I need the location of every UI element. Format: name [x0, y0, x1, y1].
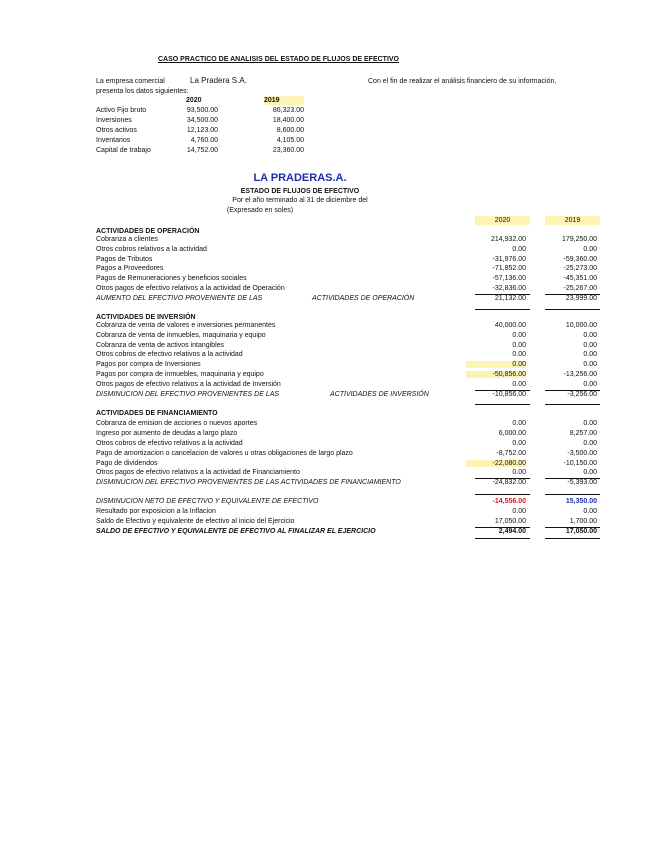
statement-company-title: LA PRADERAS.A.: [253, 172, 347, 184]
final-rule: [545, 538, 600, 539]
row-label: Pago de dividendos: [96, 460, 158, 467]
table-row: [96, 508, 601, 518]
row-label: Cobranza a clientes: [96, 236, 158, 243]
table-row: [96, 371, 601, 381]
row-value-2019: 0.00: [583, 332, 597, 339]
table-row: [96, 361, 601, 371]
data-row-label: Otros activos: [96, 127, 137, 134]
document-title: CASO PRACTICO DE ANALISIS DEL ESTADO DE FLUJOS DE EFECTIVO: [158, 56, 400, 63]
row-value-2019: -25,273.00: [563, 265, 597, 272]
row-value-2020: 0.00: [512, 342, 526, 349]
section-rule: [475, 494, 530, 495]
data-row-2020: 4,760.00: [190, 137, 218, 144]
data-col-2020: 2020: [186, 97, 202, 104]
table-row: [96, 275, 601, 285]
row-value-2019: 0.00: [583, 246, 597, 253]
table-row: [96, 322, 601, 332]
row-value-2020: -8,752.00: [496, 450, 526, 457]
total-value-2020: -24,832.00: [492, 479, 526, 486]
total-value-2020: 21,132.00: [494, 295, 526, 302]
data-row-2020: 12,123.00: [186, 127, 218, 134]
section-heading-operacion: ACTIVIDADES DE OPERACIÓN: [96, 228, 200, 235]
row-value-2020: 0.00: [512, 246, 526, 253]
row-value-2020: -31,976.00: [492, 256, 526, 263]
total-value-2019: 23,999.00: [565, 295, 597, 302]
row-value-2019: -10,150.00: [563, 460, 597, 467]
row-value-2019: 0.00: [583, 342, 597, 349]
row-value-2019: 10,000.00: [565, 322, 597, 329]
statement-col-2019: 2019: [545, 216, 600, 225]
statement-period: Por el año terminado al 31 de diciembre del: [232, 197, 368, 204]
row-label: Pagos a Proveedores: [96, 265, 164, 272]
neto-value-2019: 15,350.00: [565, 498, 597, 505]
table-row: [96, 440, 601, 450]
row-value-2019: 0.00: [583, 469, 597, 476]
row-value-2019: 179,250.00: [561, 236, 597, 243]
table-row: [96, 265, 601, 275]
row-label: Otros cobros relativos a la actividad: [96, 246, 207, 253]
inflacion-label: Resultado por exposicion a la Inflacion: [96, 508, 216, 515]
inflacion-value-2019: 0.00: [583, 508, 597, 515]
row-value-2019: -3,500.00: [567, 450, 597, 457]
row-value-2020: 0.00: [512, 332, 526, 339]
row-label: Pago de amortizacion o cancelacion de valores u otras obligaciones de largo plazo: [96, 450, 353, 457]
total-label-2: ACTIVIDADES DE INVERSIÓN: [330, 391, 429, 398]
total-row-neto: [96, 498, 601, 508]
row-value-2019: 0.00: [583, 361, 597, 368]
statement-currency: (Expresado en soles): [226, 207, 294, 214]
data-row-2019: 8,600.00: [276, 127, 304, 134]
data-row-label: Inventarios: [96, 137, 131, 144]
intro-right: Con el fin de realizar el análisis financiero de su información,: [368, 78, 557, 85]
row-value-2019: 0.00: [583, 440, 597, 447]
row-label: Pagos por compra de inmuebles, maquinaria y equipo: [96, 371, 264, 378]
section-rule: [475, 404, 530, 405]
total-label: DISMINUCION DEL EFECTIVO PROVENIENTES DE LAS: [96, 391, 280, 398]
saldo-final-value-2020: 2,494.00: [498, 528, 526, 535]
statement-col-2020: 2020: [475, 216, 530, 225]
row-value-2020: 0.00: [466, 361, 526, 368]
data-row-2020: 93,500.00: [186, 107, 218, 114]
final-rule: [475, 538, 530, 539]
data-row-label: Inversiones: [96, 117, 132, 124]
neto-label: DISMINUCION NETO DE EFECTIVO Y EQUIVALENTE DE EFECTIVO: [96, 498, 319, 505]
neto-value-2020: -14,556.00: [492, 498, 526, 505]
saldo-inicio-value-2020: 17,050.00: [494, 518, 526, 525]
data-row-2019: 18,400.00: [272, 117, 304, 124]
table-row: [96, 420, 601, 430]
saldo-inicio-label: Saldo de Efectivo y equivalente de efectivo al inicio del Ejercicio: [96, 518, 295, 525]
data-row-2020: 14,752.00: [186, 147, 218, 154]
row-label: Pagos por compra de Inversiones: [96, 361, 201, 368]
row-value-2020: 0.00: [512, 440, 526, 447]
total-label: DISMINUCION DEL EFECTIVO PROVENIENTES DE LAS ACTIVIDADES DE FINANCIAMIENTO: [96, 479, 401, 486]
row-value-2019: 8,257.00: [569, 430, 597, 437]
row-label: Cobranza de venta de valores e inversiones permanentes: [96, 322, 276, 329]
statement-title: ESTADO DE FLUJOS DE EFECTIVO: [240, 188, 360, 195]
intro-line2: presenta los datos siguientes:: [96, 88, 189, 95]
row-label: Otros cobros de efectivo relativos a la actividad: [96, 351, 243, 358]
row-label: Cobranza de venta de inmuebles, maquinaria y equipo: [96, 332, 266, 339]
data-row-label: Capital de trabajo: [96, 147, 151, 154]
total-label-2: ACTIVIDADES DE OPERACIÓN: [312, 295, 415, 302]
row-label: Pagos de Tributos: [96, 256, 153, 263]
row-value-2020: -22,080.00: [466, 460, 526, 467]
row-label: Otros pagos de efectivo relativos a la actividad de Operación: [96, 285, 285, 292]
row-value-2020: -71,852.00: [492, 265, 526, 272]
section-rule: [545, 494, 600, 495]
total-row-operacion: [96, 295, 601, 305]
total-row-financiamiento: [96, 479, 601, 489]
section-rule: [545, 404, 600, 405]
row-label: Cobranza de venta de activos intangibles: [96, 342, 225, 349]
company-name: La Pradera S.A.: [190, 76, 247, 85]
data-row-2019: 86,323.00: [272, 107, 304, 114]
data-row-label: Activo Fijo bruto: [96, 107, 147, 114]
row-value-2019: -13,256.00: [563, 371, 597, 378]
table-row: [96, 430, 601, 440]
section-heading-inversion: ACTIVIDADES DE INVERSIÓN: [96, 314, 196, 321]
total-label: AUMENTO DEL EFECTIVO PROVENIENTE DE LAS: [96, 295, 263, 302]
row-value-2020: 40,000.00: [494, 322, 526, 329]
row-value-2020: 0.00: [512, 351, 526, 358]
row-label: Ingreso por aumento de deudas a largo plazo: [96, 430, 238, 437]
row-value-2020: -32,836.00: [492, 285, 526, 292]
saldo-final-value-2019: 17,050.00: [565, 528, 597, 535]
table-row: [96, 332, 601, 342]
row-value-2019: -59,360.00: [563, 256, 597, 263]
section-rule: [475, 309, 530, 310]
intro-prefix: La empresa comercial: [96, 78, 165, 85]
total-row-inversion: [96, 391, 601, 401]
total-value-2020: -10,856.00: [492, 391, 526, 398]
row-value-2019: 0.00: [583, 381, 597, 388]
total-row-saldo-final: [96, 528, 601, 538]
row-value-2019: -45,351.00: [563, 275, 597, 282]
table-row: [96, 450, 601, 460]
table-row: [96, 351, 601, 361]
data-col-2019: 2019: [264, 96, 304, 105]
row-label: Otros pagos de efectivo relativos a la actividad de Inversión: [96, 381, 281, 388]
section-heading-financiamiento: ACTIVIDADES DE FINANCIAMIENTO: [96, 410, 218, 417]
total-value-2019: -5,393.00: [567, 479, 597, 486]
row-value-2020: 0.00: [512, 381, 526, 388]
inflacion-value-2020: 0.00: [512, 508, 526, 515]
total-value-2019: -3,256.00: [567, 391, 597, 398]
table-row: [96, 236, 601, 246]
row-value-2020: 6,000.00: [498, 430, 526, 437]
row-label: Cobranza de emision de acciones o nuevos aportes: [96, 420, 258, 427]
row-value-2019: 0.00: [583, 351, 597, 358]
saldo-inicio-value-2019: 1,700.00: [569, 518, 597, 525]
section-rule: [545, 309, 600, 310]
row-value-2019: -25,267.00: [563, 285, 597, 292]
row-value-2019: 0.00: [583, 420, 597, 427]
row-value-2020: -57,136.00: [492, 275, 526, 282]
row-label: Otros cobros de efectivo relativos a la actividad: [96, 440, 243, 447]
row-label: Otros pagos de efectivo relativos a la actividad de Financiamiento: [96, 469, 300, 476]
saldo-final-label: SALDO DE EFECTIVO Y EQUIVALENTE DE EFECTIVO AL FINALIZAR EL EJERCICIO: [96, 528, 376, 535]
table-row: [96, 246, 601, 256]
row-value-2020: 0.00: [512, 469, 526, 476]
row-value-2020: -50,856.00: [466, 371, 526, 378]
data-row-2019: 23,360.00: [272, 147, 304, 154]
data-row-2019: 4,105.00: [276, 137, 304, 144]
data-row-2020: 34,500.00: [186, 117, 218, 124]
row-value-2020: 214,932.00: [490, 236, 526, 243]
row-label: Pagos de Remuneraciones y beneficios sociales: [96, 275, 247, 282]
row-value-2020: 0.00: [512, 420, 526, 427]
